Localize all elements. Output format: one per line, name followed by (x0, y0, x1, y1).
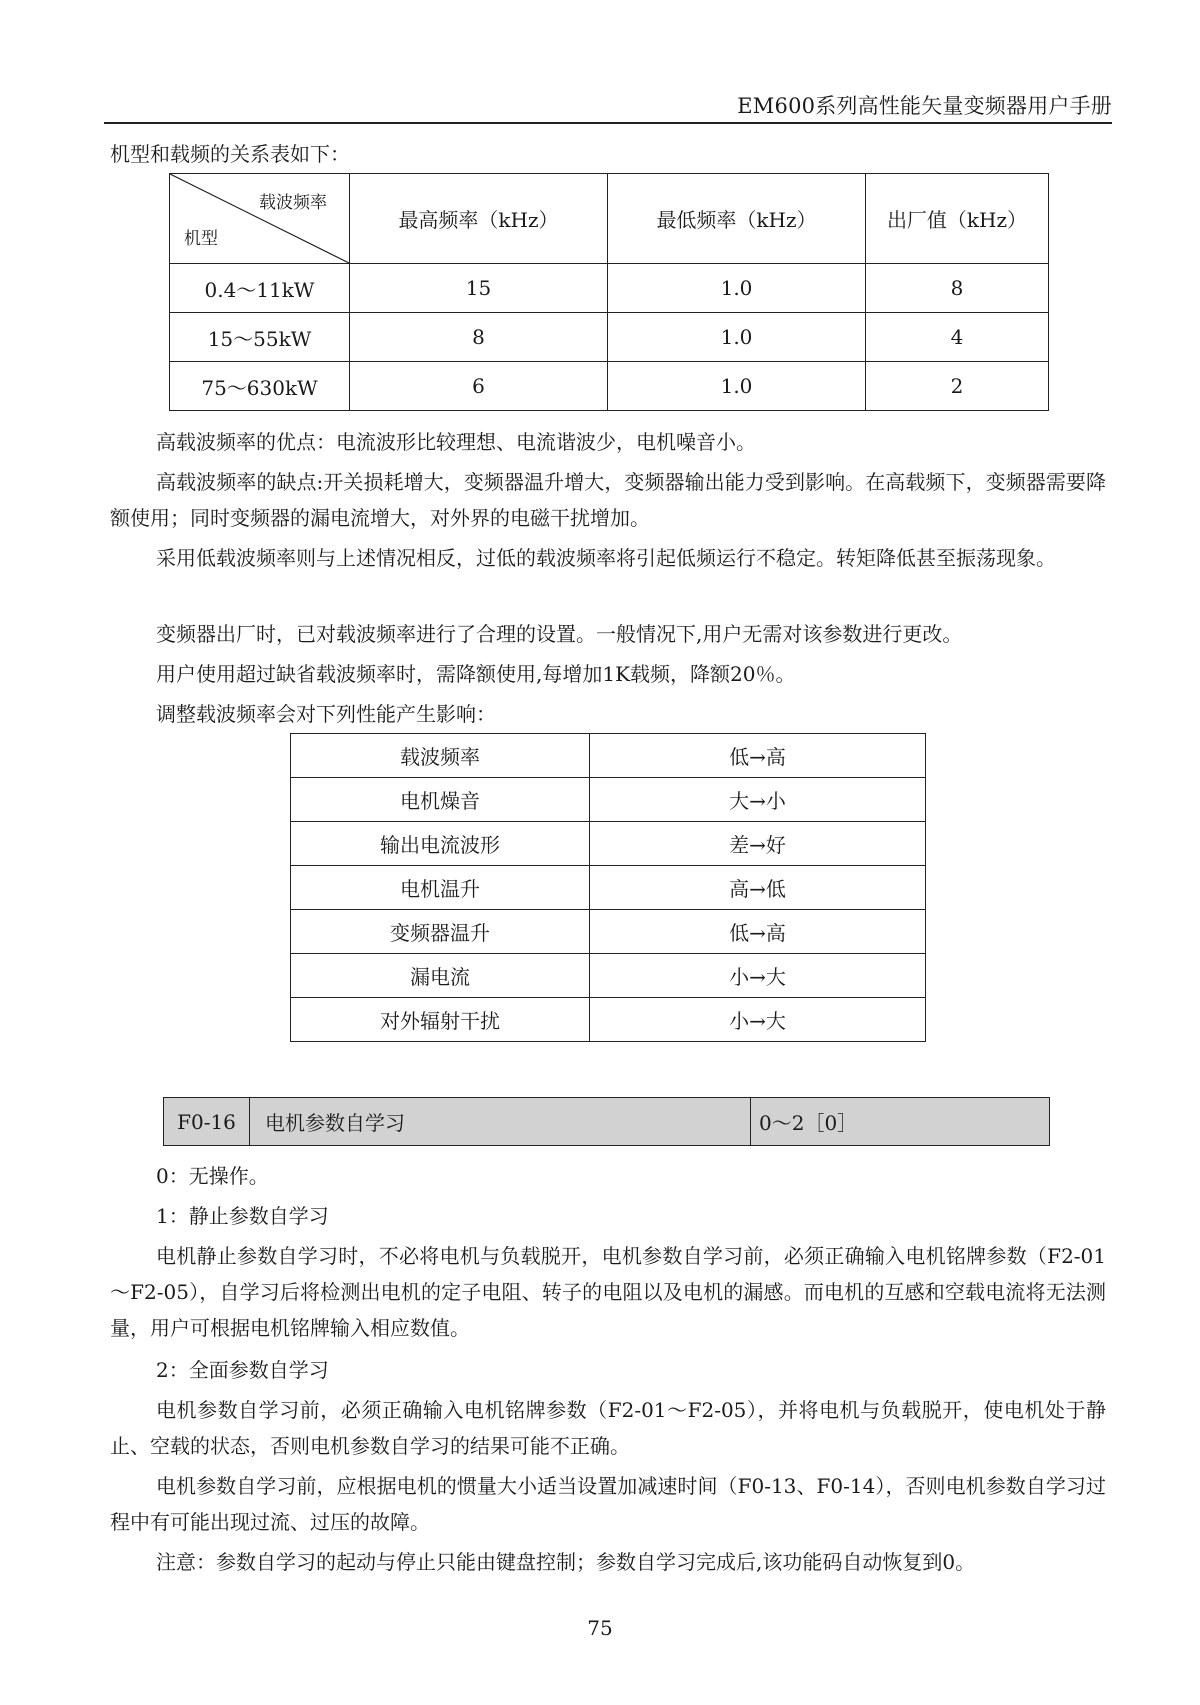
note-text: 注意：参数自学习的起动与停止只能由键盘控制；参数自学习完成后,该功能码自动恢复到0。 (156, 1550, 976, 1574)
table-cell: 低→高 (590, 910, 926, 954)
table-cell: 0.4～11kW (170, 264, 350, 313)
table-row (291, 998, 926, 1042)
paragraph: 高载波频率的优点：电流波形比较理想、电流谐波少，电机噪音小。 (156, 430, 756, 454)
table-cell: 小→大 (590, 998, 926, 1042)
table-cell: 15 (350, 264, 608, 313)
option-text: 2：全面参数自学习 (156, 1358, 329, 1382)
column-header: 最低频率（kHz） (608, 174, 866, 264)
table-row (291, 778, 926, 822)
table-cell: 4 (866, 313, 1049, 362)
table-row (291, 822, 926, 866)
option-text: 0：无操作。 (156, 1164, 269, 1188)
page-number: 75 (587, 1616, 613, 1640)
corner-bottom-label: 机型 (184, 229, 218, 249)
table-cell: 1.0 (608, 362, 866, 411)
table-cell: 漏电流 (291, 954, 590, 998)
table-cell: 差→好 (590, 822, 926, 866)
table-cell: 变频器温升 (291, 910, 590, 954)
table-cell: 6 (350, 362, 608, 411)
table-cell: 1.0 (608, 264, 866, 313)
option-text: 1：静止参数自学习 (156, 1204, 329, 1228)
column-header: 出厂值（kHz） (866, 174, 1049, 264)
paragraph: 高载波频率的缺点:开关损耗增大，变频器温升增大，变频器输出能力受到影响。在高载频下，变频器需要降额使用；同时变频器的漏电流增大，对外界的电磁干扰增加。 (110, 470, 1106, 530)
table-row (291, 866, 926, 910)
column-header: 最高频率（kHz） (350, 174, 608, 264)
carrier-intro: 机型和载频的关系表如下： (110, 142, 350, 166)
table-cell: 8 (350, 313, 608, 362)
table-cell: 电机燥音 (291, 778, 590, 822)
effect-table (290, 733, 926, 1042)
table-cell: 8 (866, 264, 1049, 313)
paragraph: 调整载波频率会对下列性能产生影响： (156, 702, 496, 726)
table-cell: 15～55kW (170, 313, 350, 362)
table-cell: 电机温升 (291, 866, 590, 910)
table-row (291, 734, 926, 778)
table-row (170, 313, 1049, 362)
paragraph: 变频器出厂时，已对载波频率进行了合理的设置。一般情况下,用户无需对该参数进行更改。 (156, 622, 963, 646)
parameter-name: 电机参数自学习 (250, 1098, 751, 1145)
parameter-header (163, 1097, 1050, 1146)
table-cell: 75～630kW (170, 362, 350, 411)
paragraph: 用户使用超过缺省载波频率时，需降额使用,每增加1K载频，降额20％。 (156, 662, 796, 686)
table-row (291, 954, 926, 998)
table-cell: 1.0 (608, 313, 866, 362)
header-title: EM600系列高性能矢量变频器用户手册 (737, 94, 1112, 118)
table-row (170, 264, 1049, 313)
paragraph: 电机参数自学习前，应根据电机的惯量大小适当设置加减速时间（F0-13、F0-14），否则电机参数自学习过程中有可能出现过流、过压的故障。 (110, 1474, 1106, 1534)
table-cell: 2 (866, 362, 1049, 411)
carrier-table (169, 173, 1049, 411)
header-rule (104, 122, 1112, 124)
parameter-code: F0-16 (164, 1098, 250, 1145)
table-cell: 高→低 (590, 866, 926, 910)
paragraph: 电机静止参数自学习时，不必将电机与负载脱开，电机参数自学习前，必须正确输入电机铭牌参数（F2-01～F2-05），自学习后将检测出电机的定子电阻、转子的电阻以及电机的漏感。而电机的互感和空载电流将无法测量，用户可根据电机铭牌输入相应数值。 (110, 1244, 1106, 1340)
carrier-table-corner (170, 174, 350, 264)
parameter-range: 0～2［0］ (759, 1111, 858, 1135)
table-cell: 输出电流波形 (291, 822, 590, 866)
table-row (291, 910, 926, 954)
table-cell: 低→高 (590, 734, 926, 778)
table-cell: 对外辐射干扰 (291, 998, 590, 1042)
table-row (170, 362, 1049, 411)
paragraph: 采用低载波频率则与上述情况相反，过低的载波频率将引起低频运行不稳定。转矩降低甚至振荡现象。 (156, 546, 1056, 570)
table-cell: 载波频率 (291, 734, 590, 778)
table-cell: 大→小 (590, 778, 926, 822)
corner-top-label: 载波频率 (259, 193, 327, 213)
table-cell: 小→大 (590, 954, 926, 998)
paragraph: 电机参数自学习前，必须正确输入电机铭牌参数（F2-01～F2-05），并将电机与负载脱开，使电机处于静止、空载的状态，否则电机参数自学习的结果可能不正确。 (110, 1398, 1106, 1458)
